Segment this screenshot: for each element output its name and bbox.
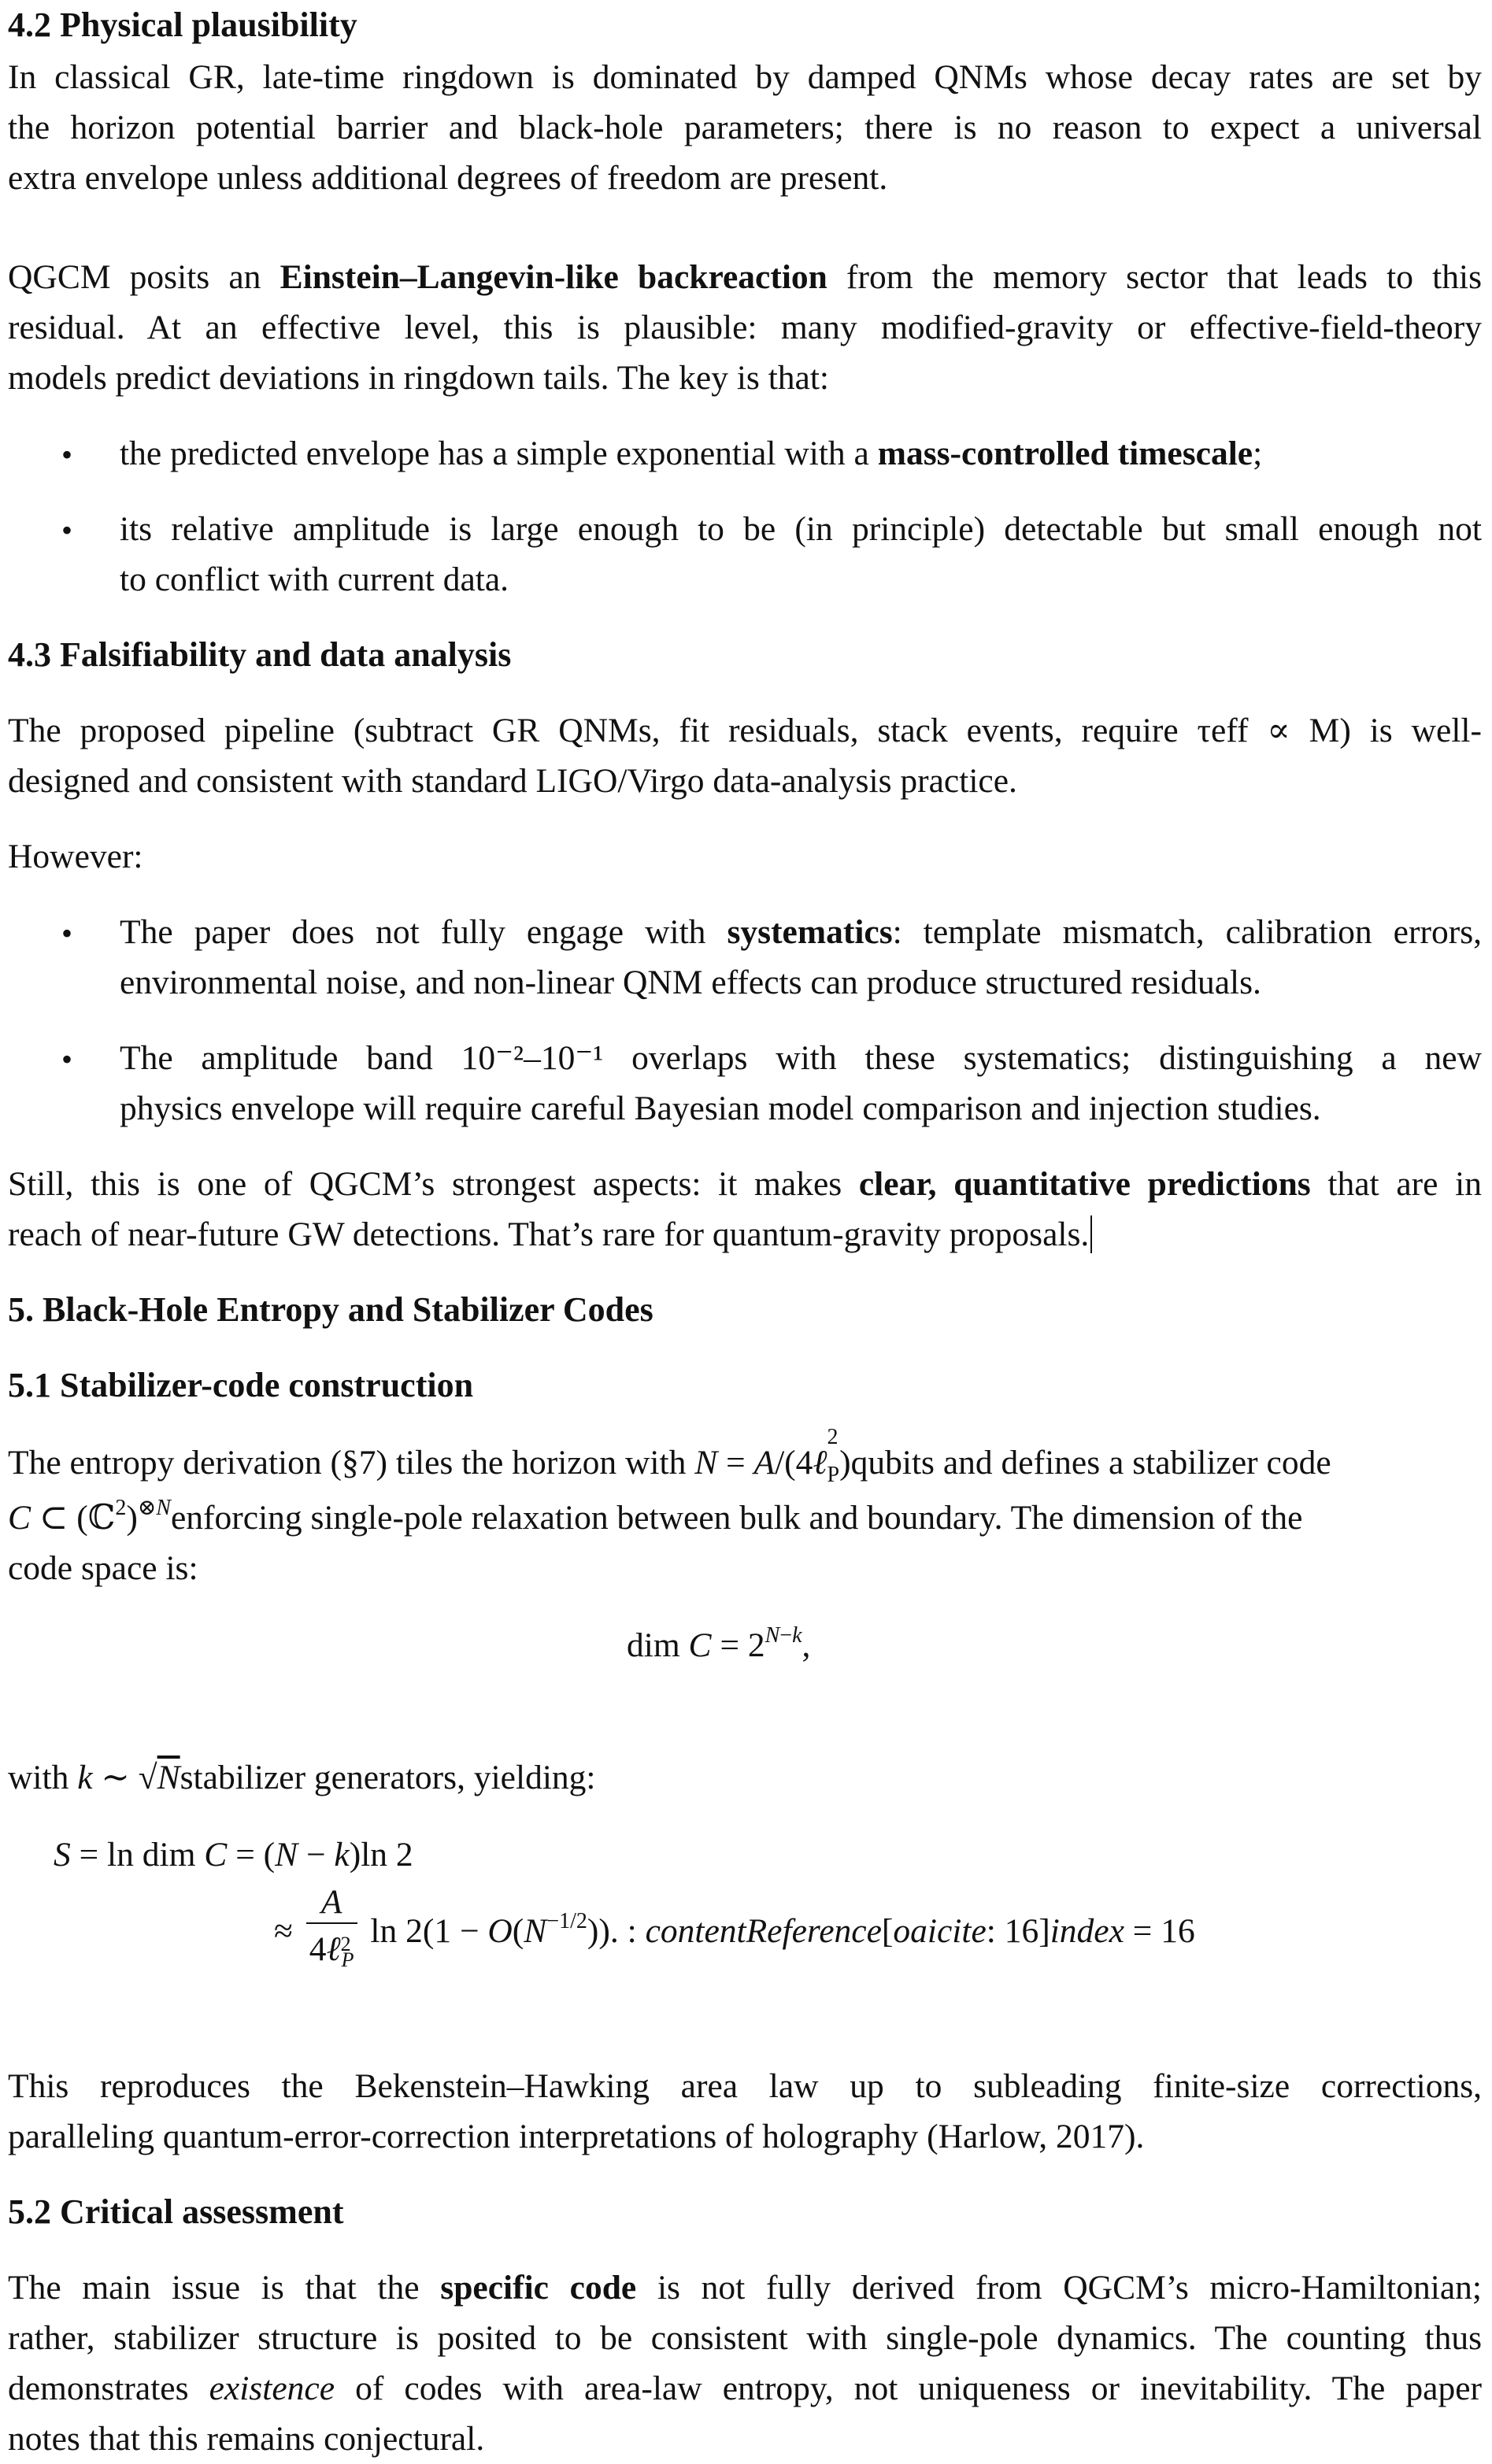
- text-run: stabilizer generators, yielding:: [180, 1759, 596, 1796]
- section-heading-5-1: 5.1 Stabilizer-code construction: [8, 1366, 474, 1404]
- text-run: from the memory sector that leads to this: [827, 258, 1482, 296]
- list-item-continuation: to conflict with current data.: [120, 561, 509, 598]
- text-run: The main issue is that the: [8, 2269, 441, 2307]
- paragraph-line: the horizon potential barrier and black-hole parameters; there is no reason to expect a universal: [8, 109, 1482, 146]
- bullet-icon: •: [61, 1041, 73, 1077]
- equation-entropy-line1: S = ln dim C = (N − k)ln 2: [54, 1836, 413, 1874]
- paragraph-line: [8, 1159, 1482, 1209]
- text-run: the predicted envelope has a simple exponential with a: [120, 435, 878, 472]
- paragraph-line: [8, 2363, 1482, 2414]
- bullet-icon: •: [61, 916, 73, 951]
- list-item: [120, 907, 1482, 957]
- text-run: demonstrates: [8, 2370, 209, 2407]
- paragraph-line: This reproduces the Bekenstein–Hawking area law up to subleading finite-size corrections,: [8, 2067, 1482, 2105]
- italic-term: existence: [209, 2370, 335, 2407]
- text-run: enforcing single-pole relaxation between bulk and boundary. The dimension of the: [170, 1499, 1303, 1537]
- math-inline: N: [694, 1444, 718, 1482]
- text-run: ;: [1253, 435, 1263, 472]
- equation-entropy-line2: ≈ $\frac{A}{4\ell^2P}$ $\ln 2(1 - O(N^{-1/2}))$. : contentReference[oaicite: 16]index = 16: [274, 1881, 1195, 1981]
- list-item-continuation: environmental noise, and non-linear QNM effects can produce structured residuals.: [120, 964, 1261, 1001]
- list-item: its relative amplitude is large enough to be (in principle) detectable but small enough not: [120, 510, 1482, 548]
- text-run: QGCM posits an: [8, 258, 280, 296]
- bullet-icon: •: [61, 512, 73, 548]
- paragraph-line: with k ∼ √Nstabilizer generators, yielding:: [8, 1759, 596, 1796]
- paragraph-line: code space is:: [8, 1549, 198, 1587]
- bold-term: systematics: [727, 913, 893, 951]
- paragraph-line: However:: [8, 838, 143, 875]
- section-heading-5-2: 5.2 Critical assessment: [8, 2192, 344, 2231]
- math-inline: C: [8, 1499, 31, 1537]
- paragraph-line: extra envelope unless additional degrees of freedom are present.: [8, 159, 888, 197]
- text-run: The entropy derivation (§7) tiles the horizon with: [8, 1444, 695, 1482]
- section-heading-4-3: 4.3 Falsifiability and data analysis: [8, 635, 512, 674]
- bold-term: clear, quantitative predictions: [858, 1165, 1311, 1203]
- list-item: [120, 428, 1262, 479]
- paragraph-line: [8, 1209, 1092, 1260]
- paragraph-line: C ⊂ (ℂ$^2$)$^{\otimes N}$enforcing single-pole relaxation between bulk and boundary. The dimension of the: [8, 1496, 1303, 1537]
- paragraph-line: rather, stabilizer structure is posited to be consistent with single-pole dynamics. The counting thus: [8, 2319, 1482, 2357]
- paragraph-line: In classical GR, late-time ringdown is dominated by damped QNMs whose decay rates are set by: [8, 58, 1482, 96]
- paragraph-line: designed and consistent with standard LIGO/Virgo data-analysis practice.: [8, 762, 1017, 800]
- text-run: : template mismatch, calibration errors,: [892, 913, 1482, 951]
- text-run: The paper does not fully engage with: [120, 913, 727, 951]
- paragraph-line: [8, 2262, 1482, 2313]
- fraction: $\frac{A}{4\ell^2P}$: [306, 1881, 357, 1981]
- bold-term: specific code: [440, 2269, 637, 2307]
- paragraph-line: models predict deviations in ringdown tails. The key is that:: [8, 359, 830, 397]
- text-run: that are in: [1310, 1165, 1482, 1203]
- text-run: Still, this is one of QGCM’s strongest aspects: it makes: [8, 1165, 859, 1203]
- paragraph-line: paralleling quantum-error-correction interpretations of holography (Harlow, 2017).: [8, 2118, 1145, 2155]
- bold-term: Einstein–Langevin-like backreaction: [280, 258, 827, 296]
- equation-dim: dim $C = 2^{N-k}$,: [627, 1623, 811, 1664]
- text-run: of codes with area-law entropy, not uniqueness or inevitability. The paper: [335, 2370, 1482, 2407]
- text-run: with: [8, 1759, 78, 1796]
- bold-term: mass-controlled timescale: [877, 435, 1253, 472]
- section-heading-5: 5. Black-Hole Entropy and Stabilizer Codes: [8, 1290, 653, 1329]
- text-run: qubits and defines a stabilizer code: [850, 1444, 1331, 1482]
- text-run: reach of near-future GW detections. That’s rare for quantum-gravity proposals.: [8, 1215, 1090, 1253]
- text-run: is not fully derived from QGCM’s micro-Hamiltonian;: [636, 2269, 1482, 2307]
- paragraph-line: notes that this remains conjectural.: [8, 2420, 485, 2458]
- list-item: The amplitude band 10⁻²–10⁻¹ overlaps with these systematics; distinguishing a new: [120, 1039, 1482, 1077]
- text-cursor: [1090, 1215, 1092, 1253]
- paragraph-line: [8, 252, 1482, 302]
- list-item-continuation: physics envelope will require careful Bayesian model comparison and injection studies.: [120, 1090, 1321, 1127]
- bullet-icon: •: [61, 437, 73, 472]
- paragraph-line: residual. At an effective level, this is plausible: many modified-gravity or effective-field-theory: [8, 309, 1482, 346]
- paragraph-line: The proposed pipeline (subtract GR QNMs, fit residuals, stack events, require τeff ∝ M) is well-: [8, 712, 1482, 749]
- paragraph-line: The entropy derivation (§7) tiles the horizon with N = A/(4ℓ $^2$ $_P$)qubits and defines a stabilizer code: [8, 1425, 1331, 1487]
- section-heading-4-2: 4.2 Physical plausibility: [8, 6, 357, 44]
